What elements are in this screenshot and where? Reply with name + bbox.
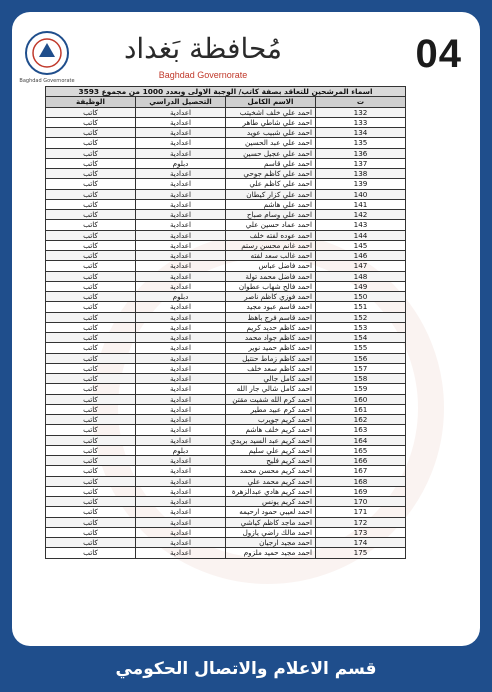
row-job: كاتب — [46, 189, 136, 199]
row-job: كاتب — [46, 353, 136, 363]
row-job: كاتب — [46, 404, 136, 414]
table-row — [46, 281, 406, 291]
row-qualification: اعدادية — [136, 363, 226, 373]
row-name: احمد علي كاظم جوحي — [226, 169, 316, 179]
row-job: كاتب — [46, 169, 136, 179]
row-job: كاتب — [46, 261, 136, 271]
row-number: 162 — [316, 415, 406, 425]
table-row — [46, 445, 406, 455]
row-qualification: اعدادية — [136, 107, 226, 117]
row-name: احمد كامل جالي — [226, 374, 316, 384]
table-row — [46, 384, 406, 394]
row-job: كاتب — [46, 527, 136, 537]
row-name: احمد كاظم جواد محمد — [226, 333, 316, 343]
row-qualification: اعدادية — [136, 240, 226, 250]
table-row — [46, 210, 406, 220]
row-number: 138 — [316, 169, 406, 179]
row-name: احمد كرم الله شفيت مقتن — [226, 394, 316, 404]
table-row — [46, 538, 406, 548]
row-number: 141 — [316, 199, 406, 209]
row-qualification: اعدادية — [136, 435, 226, 445]
table-row — [46, 466, 406, 476]
row-job: كاتب — [46, 179, 136, 189]
row-qualification: اعدادية — [136, 374, 226, 384]
logo-english-text: Baghdad Governorate — [158, 70, 248, 80]
row-qualification: اعدادية — [136, 394, 226, 404]
row-qualification: اعدادية — [136, 169, 226, 179]
row-number: 143 — [316, 220, 406, 230]
row-qualification: اعدادية — [136, 456, 226, 466]
table-row — [46, 251, 406, 261]
row-job: كاتب — [46, 497, 136, 507]
row-job: كاتب — [46, 445, 136, 455]
row-qualification: اعدادية — [136, 527, 226, 537]
row-name: احمد علي كزار كيطان — [226, 189, 316, 199]
row-qualification: اعدادية — [136, 497, 226, 507]
row-job: كاتب — [46, 117, 136, 127]
row-qualification: اعدادية — [136, 312, 226, 322]
row-name: احمد غالب سعد لفته — [226, 251, 316, 261]
row-name: احمد علي قاسم — [226, 158, 316, 168]
row-name: احمد قاسم عبود مجيد — [226, 302, 316, 312]
table-title: اسماء المرشحين للتعاقد بصفة كاتب/ الوجبة الاولى وبعدد 1000 من مجموع 3593 — [46, 87, 406, 97]
column-header-job: الوظيفة — [46, 97, 136, 107]
row-name: احمد ماجد كاظم كياشي — [226, 517, 316, 527]
table-row — [46, 343, 406, 353]
row-number: 134 — [316, 128, 406, 138]
table-row — [46, 394, 406, 404]
row-number: 173 — [316, 527, 406, 537]
row-name: احمد مجيد ارجيان — [226, 538, 316, 548]
row-number: 136 — [316, 148, 406, 158]
row-job: كاتب — [46, 394, 136, 404]
row-number: 132 — [316, 107, 406, 117]
row-qualification: دبلوم — [136, 445, 226, 455]
row-number: 147 — [316, 261, 406, 271]
row-name: احمد عوده لفته خلف — [226, 230, 316, 240]
row-job: كاتب — [46, 384, 136, 394]
row-name: احمد علي شبيب عويد — [226, 128, 316, 138]
row-number: 149 — [316, 281, 406, 291]
row-qualification: اعدادية — [136, 138, 226, 148]
row-number: 139 — [316, 179, 406, 189]
row-name: احمد كريم عبد السيد بريدي — [226, 435, 316, 445]
row-number: 144 — [316, 230, 406, 240]
row-qualification: اعدادية — [136, 486, 226, 496]
row-name: احمد كريم جويرب — [226, 415, 316, 425]
row-name: احمد كاظم حديد كريم — [226, 322, 316, 332]
row-name: احمد علي عجيل حسين — [226, 148, 316, 158]
row-number: 175 — [316, 548, 406, 558]
governorate-logo — [98, 30, 308, 86]
row-qualification: دبلوم — [136, 158, 226, 168]
row-number: 167 — [316, 466, 406, 476]
row-name: احمد علي شاطي طاهر — [226, 117, 316, 127]
row-qualification: اعدادية — [136, 148, 226, 158]
table-row — [46, 333, 406, 343]
row-number: 142 — [316, 210, 406, 220]
row-number: 148 — [316, 271, 406, 281]
row-qualification: اعدادية — [136, 199, 226, 209]
row-number: 156 — [316, 353, 406, 363]
row-qualification: اعدادية — [136, 117, 226, 127]
row-job: كاتب — [46, 148, 136, 158]
row-number: 174 — [316, 538, 406, 548]
row-job: كاتب — [46, 210, 136, 220]
row-qualification: اعدادية — [136, 507, 226, 517]
row-number: 165 — [316, 445, 406, 455]
row-job: كاتب — [46, 251, 136, 261]
row-number: 152 — [316, 312, 406, 322]
row-job: كاتب — [46, 322, 136, 332]
row-number: 135 — [316, 138, 406, 148]
row-job: كاتب — [46, 158, 136, 168]
row-job: كاتب — [46, 415, 136, 425]
row-job: كاتب — [46, 343, 136, 353]
table-row — [46, 548, 406, 558]
row-qualification: دبلوم — [136, 292, 226, 302]
row-name: احمد لعيبي حمود ارحيمه — [226, 507, 316, 517]
table-row — [46, 302, 406, 312]
row-name: احمد كاظم حميد نوير — [226, 343, 316, 353]
table-row — [46, 456, 406, 466]
footer-department-text: قسم الاعلام والاتصال الحكومي — [115, 659, 377, 679]
row-name: احمد كريم محسن محمد — [226, 466, 316, 476]
table-row — [46, 292, 406, 302]
row-number: 155 — [316, 343, 406, 353]
table-row — [46, 169, 406, 179]
row-name: احمد فاضل محمد تولة — [226, 271, 316, 281]
row-qualification: اعدادية — [136, 517, 226, 527]
table-row — [46, 158, 406, 168]
row-name: احمد فاضل عباس — [226, 261, 316, 271]
row-job: كاتب — [46, 374, 136, 384]
row-name: احمد فوزي كاظم ناصر — [226, 292, 316, 302]
table-row — [46, 240, 406, 250]
row-job: كاتب — [46, 281, 136, 291]
row-job: كاتب — [46, 240, 136, 250]
row-job: كاتب — [46, 363, 136, 373]
table-row — [46, 138, 406, 148]
row-qualification: اعدادية — [136, 353, 226, 363]
row-qualification: اعدادية — [136, 425, 226, 435]
row-job: كاتب — [46, 138, 136, 148]
row-number: 140 — [316, 189, 406, 199]
table-row — [46, 117, 406, 127]
row-name: احمد كريم هادي عبدالزهرة — [226, 486, 316, 496]
table-row — [46, 353, 406, 363]
row-name: احمد كريم يونس — [226, 497, 316, 507]
row-qualification: اعدادية — [136, 538, 226, 548]
row-number: 170 — [316, 497, 406, 507]
row-number: 169 — [316, 486, 406, 496]
table-row — [46, 435, 406, 445]
row-number: 171 — [316, 507, 406, 517]
table-row — [46, 148, 406, 158]
row-name: احمد مالك راضي يازول — [226, 527, 316, 537]
row-number: 150 — [316, 292, 406, 302]
row-job: كاتب — [46, 538, 136, 548]
row-name: احمد علي خلف اشخيتب — [226, 107, 316, 117]
row-job: كاتب — [46, 548, 136, 558]
row-name: احمد كريم فليح — [226, 456, 316, 466]
row-number: 154 — [316, 333, 406, 343]
crest-caption: Baghdad Governorate — [19, 78, 75, 84]
column-header-name: الاسم الكامل — [226, 97, 316, 107]
row-qualification: اعدادية — [136, 281, 226, 291]
row-number: 158 — [316, 374, 406, 384]
row-number: 161 — [316, 404, 406, 414]
row-job: كاتب — [46, 507, 136, 517]
row-job: كاتب — [46, 128, 136, 138]
row-number: 164 — [316, 435, 406, 445]
row-job: كاتب — [46, 517, 136, 527]
logo-arabic-text: مُحافظة بَغداد — [123, 32, 283, 65]
row-job: كاتب — [46, 199, 136, 209]
table-row — [46, 363, 406, 373]
table-row — [46, 476, 406, 486]
row-qualification: اعدادية — [136, 302, 226, 312]
row-qualification: اعدادية — [136, 548, 226, 558]
document-sheet — [12, 12, 480, 646]
row-qualification: اعدادية — [136, 189, 226, 199]
row-number: 153 — [316, 322, 406, 332]
table-row — [46, 261, 406, 271]
row-name: احمد كاظم سعد خلف — [226, 363, 316, 373]
row-number: 160 — [316, 394, 406, 404]
row-name: احمد قاسم فرج باهظ — [226, 312, 316, 322]
table-row — [46, 374, 406, 384]
row-qualification: اعدادية — [136, 251, 226, 261]
row-job: كاتب — [46, 271, 136, 281]
table-body — [46, 107, 406, 558]
row-name: احمد كاظم زماط حنتيل — [226, 353, 316, 363]
row-qualification: اعدادية — [136, 384, 226, 394]
row-name: احمد عماد حسين علي — [226, 220, 316, 230]
row-qualification: اعدادية — [136, 404, 226, 414]
row-number: 168 — [316, 476, 406, 486]
row-name: احمد كريم محمد علي — [226, 476, 316, 486]
row-job: كاتب — [46, 292, 136, 302]
row-qualification: اعدادية — [136, 261, 226, 271]
row-name: احمد كرم عبيد مطير — [226, 404, 316, 414]
row-qualification: اعدادية — [136, 271, 226, 281]
row-job: كاتب — [46, 456, 136, 466]
table-row — [46, 497, 406, 507]
row-job: كاتب — [46, 466, 136, 476]
row-qualification: اعدادية — [136, 128, 226, 138]
table-row — [46, 415, 406, 425]
table-row — [46, 507, 406, 517]
row-job: كاتب — [46, 476, 136, 486]
candidates-table — [45, 86, 406, 559]
row-qualification: اعدادية — [136, 322, 226, 332]
row-number: 151 — [316, 302, 406, 312]
row-job: كاتب — [46, 230, 136, 240]
row-number: 133 — [316, 117, 406, 127]
column-header-number: ت — [316, 97, 406, 107]
row-number: 166 — [316, 456, 406, 466]
row-qualification: اعدادية — [136, 476, 226, 486]
row-name: احمد فالح شهاب عطوان — [226, 281, 316, 291]
row-qualification: اعدادية — [136, 179, 226, 189]
table-row — [46, 517, 406, 527]
row-number: 145 — [316, 240, 406, 250]
row-qualification: اعدادية — [136, 210, 226, 220]
row-number: 163 — [316, 425, 406, 435]
row-name: احمد علي هاشم — [226, 199, 316, 209]
row-name: احمد كريم خلف هاشم — [226, 425, 316, 435]
table-row — [46, 220, 406, 230]
table-row — [46, 404, 406, 414]
row-qualification: اعدادية — [136, 343, 226, 353]
table-row — [46, 271, 406, 281]
table-row — [46, 189, 406, 199]
row-job: كاتب — [46, 107, 136, 117]
row-number: 137 — [316, 158, 406, 168]
row-name: احمد مجيد حميد ملزوم — [226, 548, 316, 558]
row-name: احمد غانم محسن رستم — [226, 240, 316, 250]
table-row — [46, 527, 406, 537]
row-name: احمد علي كاظم علي — [226, 179, 316, 189]
table-row — [46, 107, 406, 117]
row-job: كاتب — [46, 333, 136, 343]
row-qualification: اعدادية — [136, 415, 226, 425]
row-job: كاتب — [46, 435, 136, 445]
row-number: 159 — [316, 384, 406, 394]
row-job: كاتب — [46, 486, 136, 496]
row-number: 157 — [316, 363, 406, 373]
row-qualification: اعدادية — [136, 230, 226, 240]
row-number: 172 — [316, 517, 406, 527]
governorate-crest-icon — [24, 30, 70, 76]
table-row — [46, 128, 406, 138]
footer-bar — [0, 646, 492, 692]
row-job: كاتب — [46, 220, 136, 230]
table-row — [46, 425, 406, 435]
table-row — [46, 230, 406, 240]
row-qualification: اعدادية — [136, 220, 226, 230]
column-header-qualification: التحصيل الدراسي — [136, 97, 226, 107]
table-row — [46, 179, 406, 189]
table-row — [46, 312, 406, 322]
row-number: 146 — [316, 251, 406, 261]
table-row — [46, 322, 406, 332]
row-name: احمد كريم علي سليم — [226, 445, 316, 455]
table-row — [46, 199, 406, 209]
row-job: كاتب — [46, 425, 136, 435]
row-name: احمد كامل شالي جار الله — [226, 384, 316, 394]
row-name: احمد علي وسام صباح — [226, 210, 316, 220]
row-name: احمد علي عبد الحسين — [226, 138, 316, 148]
table-row — [46, 486, 406, 496]
row-qualification: اعدادية — [136, 333, 226, 343]
page-number: 04 — [415, 32, 462, 76]
row-qualification: اعدادية — [136, 466, 226, 476]
row-job: كاتب — [46, 302, 136, 312]
row-job: كاتب — [46, 312, 136, 322]
